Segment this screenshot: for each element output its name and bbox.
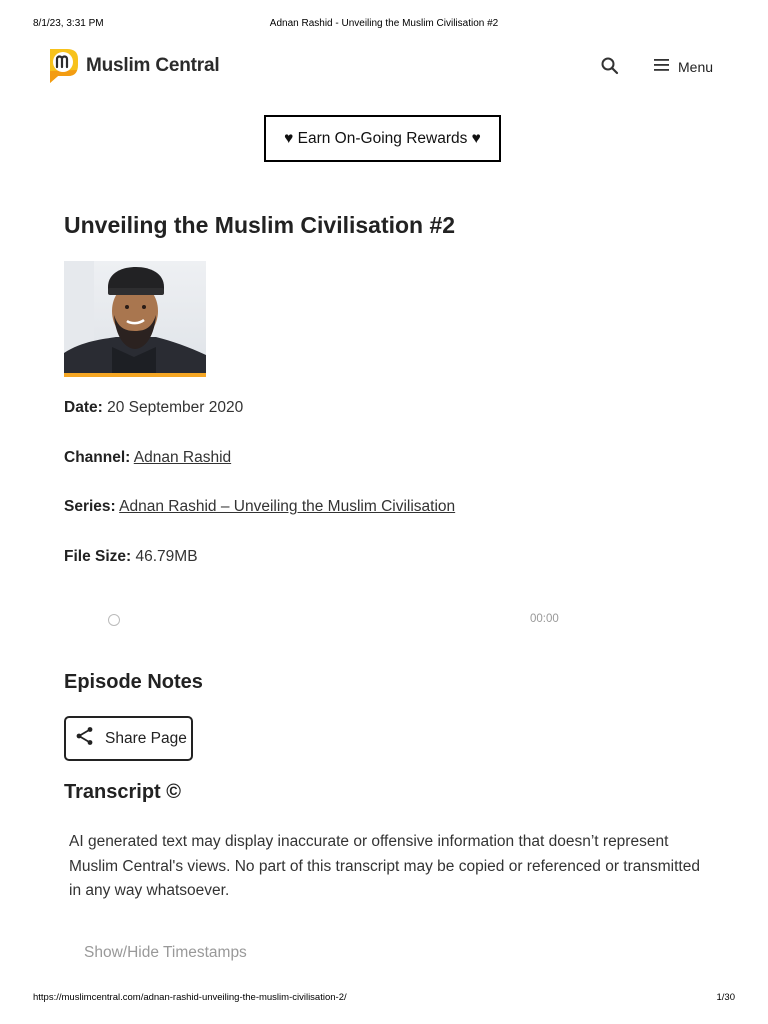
filesize-value: 46.79MB (135, 548, 198, 565)
date-value: 20 September 2020 (107, 399, 244, 416)
toggle-timestamps-button[interactable]: Show/Hide Timestamps (84, 944, 247, 961)
menu-button[interactable] (654, 55, 713, 79)
episode-filesize (64, 548, 198, 566)
episode-channel (64, 449, 231, 467)
page-title: Unveiling the Muslim Civilisation #2 (64, 212, 456, 238)
share-page-button[interactable] (64, 716, 193, 761)
print-header (33, 18, 735, 32)
share-page-label: Share Page (105, 729, 187, 747)
menu-label: Menu (678, 59, 714, 75)
site-logo[interactable] (46, 47, 219, 85)
transcript-heading: Transcript © (64, 781, 181, 803)
print-page-title: Adnan Rashid - Unveiling the Muslim Civilisation #2 (269, 18, 499, 29)
episode-series (64, 498, 455, 516)
episode-date (64, 399, 243, 417)
filesize-label: File Size: (64, 548, 132, 565)
audio-player (64, 605, 584, 637)
series-link[interactable]: Adnan Rashid – Unveiling the Muslim Civilisation (119, 498, 456, 515)
search-icon (600, 63, 620, 80)
print-url: https://muslimcentral.com/adnan-rashid-unveiling-the-muslim-civilisation-2/ (33, 992, 347, 1003)
transcript-disclaimer: AI generated text may display inaccurate or offensive information that doesn’t represent Muslim Central's views. No part of this transcript may be copied or referenced or transmitted in any way whatsoever. (69, 833, 700, 899)
player-time: 00:00 (530, 613, 559, 625)
print-datetime: 8/1/23, 3:31 PM (33, 18, 104, 29)
search-button[interactable] (600, 56, 622, 78)
hamburger-icon (654, 58, 670, 77)
speaker-photo (64, 261, 206, 377)
thumbnail-accent-bar (64, 373, 206, 377)
earn-rewards-button[interactable]: ♥ Earn On-Going Rewards ♥ (264, 115, 501, 162)
muslim-central-logo-icon (46, 47, 80, 85)
channel-label: Channel: (64, 449, 131, 466)
episode-notes-heading: Episode Notes (64, 671, 203, 693)
channel-link[interactable]: Adnan Rashid (133, 449, 232, 466)
print-page-number: 1/30 (716, 992, 735, 1003)
print-footer (33, 992, 735, 1006)
share-icon (66, 726, 95, 751)
series-label: Series: (64, 498, 116, 515)
date-label: Date: (64, 399, 103, 416)
logo-text: Muslim Central (86, 55, 220, 76)
play-toggle[interactable] (108, 614, 120, 626)
